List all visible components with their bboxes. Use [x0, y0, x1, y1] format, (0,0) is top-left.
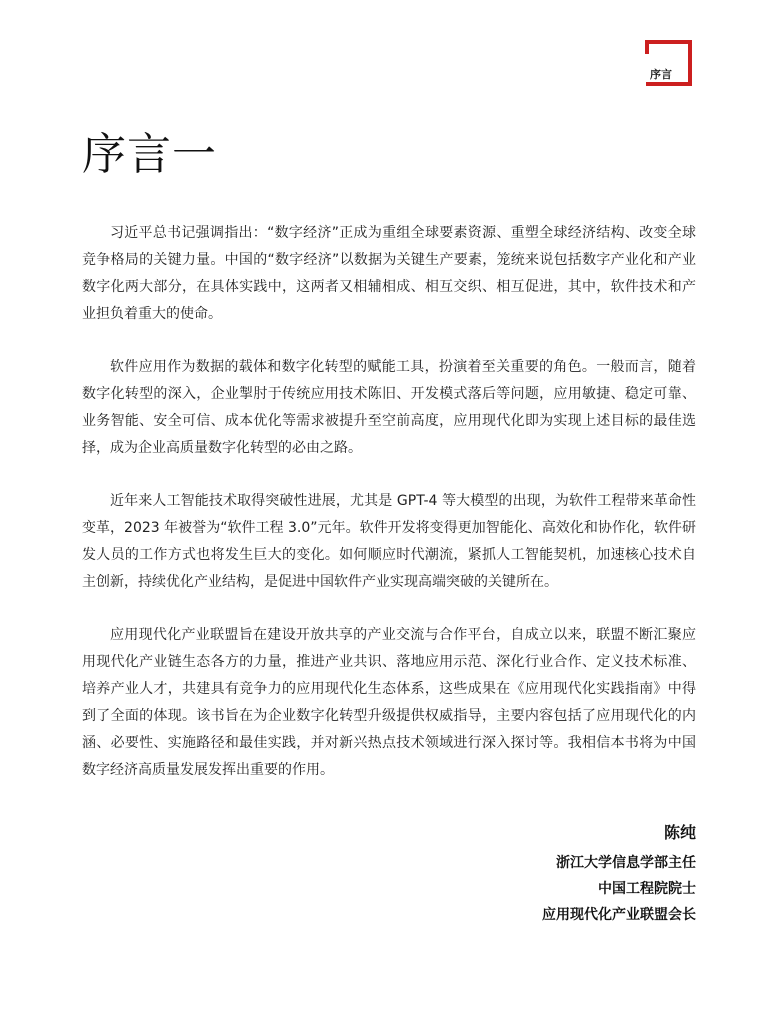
signature-block: [542, 822, 696, 928]
paragraph: 软件应用作为数据的载体和数字化转型的赋能工具，扮演着至关重要的角色。一般而言，随着数字化转型的深入，企业掣肘于传统应用技术陈旧、开发模式落后等问题，应用敏捷、稳定可靠、业务智能、安全可信、成本优化等需求被提升至空前高度，应用现代化即为实现上述目标的最佳选择，成为企业高质量数字化转型的必由之路。: [82, 359, 696, 456]
paragraph: 近年来人工智能技术取得突破性进展，尤其是 GPT-4 等大模型的出现，为软件工程带来革命性变革，2023 年被誉为“软件工程 3.0”元年。软件开发将变得更加智能化、高效化和协作化，软件研发人员的工作方式也将发生巨大的变化。如何顺应时代潮流，紧抓人工智能契机，加速核心技术自主创新，持续优化产业结构，是促进中国软件产业实现高端突破的关键所在。: [82, 493, 696, 590]
page-title: 序言一: [82, 129, 217, 180]
author-title: 浙江大学信息学部主任: [556, 855, 696, 871]
paragraph: 习近平总书记强调指出：“数字经济”正成为重组全球要素资源、重塑全球经济结构、改变全球竞争格局的关键力量。中国的“数字经济”以数据为关键生产要素，笼统来说包括数字产业化和产业数字化两大部分，在具体实践中，这两者又相辅相成、相互交织、相互促进，其中，软件技术和产业担负着重大的使命。: [82, 225, 696, 322]
author-title: 中国工程院院士: [598, 881, 696, 897]
author-title: 应用现代化产业联盟会长: [542, 907, 696, 923]
paragraph: 应用现代化产业联盟旨在建设开放共享的产业交流与合作平台，自成立以来，联盟不断汇聚应用现代化产业链生态各方的力量，推进产业共识、落地应用示范、深化行业合作、定义技术标准、培养产业人才，共建具有竞争力的应用现代化生态体系，这些成果在《应用现代化实践指南》中得到了全面的体现。该书旨在为企业数字化转型升级提供权威指导，主要内容包括了应用现代化的内涵、必要性、实施路径和最佳实践，并对新兴热点技术领域进行深入探讨等。我相信本书将为中国数字经济高质量发展发挥出重要的作用。: [82, 627, 696, 778]
section-tab-label: 序言: [650, 68, 672, 81]
section-tab-frame: [646, 40, 692, 86]
body-text: [82, 220, 696, 810]
author-name: 陈纯: [663, 823, 696, 842]
